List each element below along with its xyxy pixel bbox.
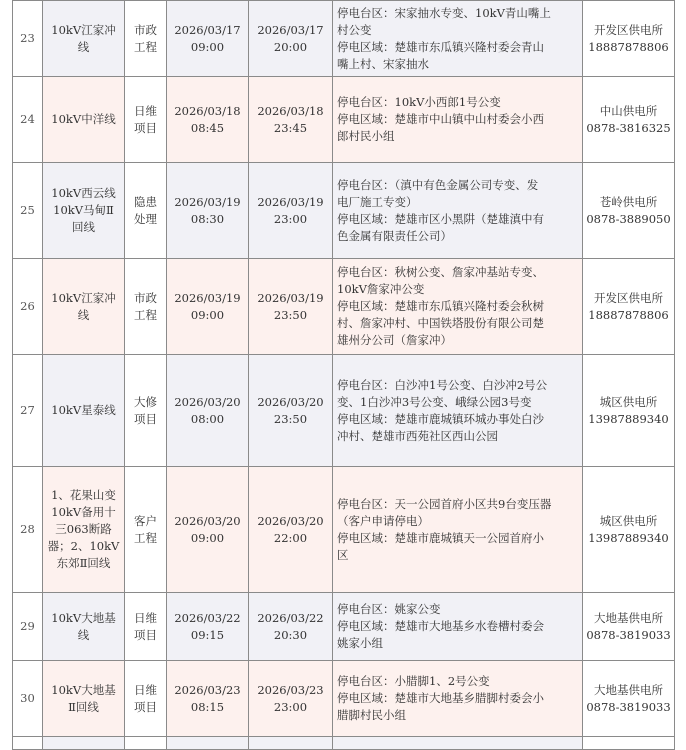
- end-time: [249, 661, 333, 737]
- supply-unit: [583, 1, 675, 77]
- work-type: [125, 259, 167, 355]
- empty-cell: [125, 737, 167, 750]
- work-type: [125, 467, 167, 593]
- line-name-text: 10kV星泰线: [51, 403, 116, 417]
- work-type-text: 工程: [134, 39, 157, 54]
- supply-unit-phone: 0878-3819033: [586, 627, 671, 642]
- supply-unit: [583, 77, 675, 163]
- end-clock-text: 23:00: [273, 211, 308, 226]
- outage-area-text: 停电台区：小腊脚1、2号公变: [337, 674, 490, 688]
- start-date-text: 2026/03/19: [174, 290, 241, 305]
- outage-area: [333, 1, 583, 77]
- outage-area-text: 电厂施工专变）: [337, 194, 418, 209]
- line-name: [43, 259, 125, 355]
- row-number: 28: [13, 467, 43, 593]
- row-number: 29: [13, 593, 43, 661]
- start-time: [167, 593, 249, 661]
- outage-area: [333, 467, 583, 593]
- row-number: 24: [13, 77, 43, 163]
- supply-unit: [583, 163, 675, 259]
- outage-area-text: 冲村、楚雄市西苑社区西山公园: [337, 428, 498, 443]
- work-type-text: 工程: [134, 307, 157, 322]
- line-name: [43, 593, 125, 661]
- end-time: [249, 467, 333, 593]
- supply-unit-phone: 0878-3819033: [586, 699, 671, 714]
- outage-area-text: 变、1白沙冲3号公变、峨绿公园3号变: [337, 394, 532, 409]
- outage-area-text: 停电台区：白沙冲1号公变、白沙冲2号公: [337, 377, 548, 392]
- start-time: [167, 77, 249, 163]
- line-name-text: 器；2、10kV: [47, 539, 120, 553]
- supply-unit-name: 开发区供电所: [594, 290, 663, 305]
- table-row: [13, 1, 675, 77]
- end-time: [249, 163, 333, 259]
- supply-unit-phone: 13987889340: [588, 411, 669, 426]
- row-number: 27: [13, 355, 43, 467]
- work-type: [125, 77, 167, 163]
- end-date-text: 2026/03/17: [257, 22, 324, 37]
- line-name-text: 10kV备用十: [51, 505, 116, 519]
- supply-unit-name: 开发区供电所: [594, 22, 663, 37]
- outage-area-text: 郎村民小组: [337, 129, 395, 143]
- start-time: [167, 163, 249, 259]
- supply-unit: [583, 355, 675, 467]
- outage-area: [333, 593, 583, 661]
- end-time: [249, 1, 333, 77]
- table-row: [13, 661, 675, 737]
- start-clock-text: 09:15: [190, 627, 225, 642]
- start-clock-text: 08:00: [190, 411, 225, 426]
- work-type-text: 项目: [134, 120, 157, 135]
- outage-area-text: 区: [337, 547, 349, 562]
- line-name-text: 10kV马甸Ⅱ: [53, 203, 114, 217]
- work-type-text: 日维: [134, 103, 157, 118]
- line-name: [43, 467, 125, 593]
- end-date-text: 2026/03/20: [257, 394, 324, 409]
- line-name-text: 10kV大地基: [51, 610, 116, 625]
- supply-unit-phone: 0878-3889050: [586, 211, 671, 226]
- start-clock-text: 08:15: [190, 699, 225, 714]
- table-row: [13, 259, 675, 355]
- line-name-text: 回线: [72, 220, 95, 234]
- outage-area-text: 停电台区：宋家抽水专变、10kV青山嘴上: [337, 5, 551, 20]
- work-type-text: 客户: [134, 513, 157, 528]
- work-type-text: 市政: [134, 290, 157, 305]
- empty-cell: [43, 737, 125, 750]
- end-date-text: 2026/03/18: [257, 103, 324, 118]
- table-row: [13, 355, 675, 467]
- supply-unit-name: 大地基供电所: [594, 610, 663, 625]
- end-date-text: 2026/03/23: [257, 682, 324, 697]
- end-time: [249, 259, 333, 355]
- empty-cell: [167, 737, 249, 750]
- outage-area-text: 停电台区：秋树公变、詹家冲基站专变、: [337, 265, 544, 279]
- work-type: [125, 355, 167, 467]
- end-clock-text: 22:00: [273, 530, 308, 545]
- empty-cell: [333, 737, 583, 750]
- start-time: [167, 467, 249, 593]
- line-name-text: 1、花果山变: [51, 488, 116, 502]
- end-clock-text: 20:00: [273, 39, 308, 54]
- start-time: [167, 355, 249, 467]
- outage-area-text: 停电区域：楚雄市东瓜镇兴隆村委会青山: [337, 39, 544, 54]
- end-date-text: 2026/03/22: [257, 610, 324, 625]
- work-type: [125, 661, 167, 737]
- outage-area-text: 停电台区：姚家公变: [337, 602, 441, 616]
- supply-unit-phone: 18887878806: [588, 307, 669, 322]
- line-name-text: 三063断路: [55, 522, 112, 536]
- line-name-text: 10kV西云线: [51, 186, 116, 200]
- line-name: [43, 77, 125, 163]
- row-number: 26: [13, 259, 43, 355]
- end-clock-text: 20:30: [273, 627, 308, 642]
- start-clock-text: 09:00: [190, 307, 225, 322]
- line-name-text: 东郊Ⅱ回线: [56, 556, 111, 570]
- outage-area-text: 雄州分公司（詹家冲）: [337, 333, 452, 347]
- supply-unit-name: 中山供电所: [599, 103, 658, 118]
- row-number: 30: [13, 661, 43, 737]
- line-name: [43, 355, 125, 467]
- line-name-text: 线: [77, 307, 90, 322]
- empty-cell: [583, 737, 675, 750]
- work-type-text: 日维: [134, 682, 157, 697]
- outage-area-text: 10kV詹家冲公变: [337, 282, 425, 296]
- supply-unit-name: 城区供电所: [599, 394, 658, 409]
- supply-unit-phone: 18887878806: [588, 39, 669, 54]
- outage-area-text: 停电台区：10kV小西郎1号公变: [337, 95, 501, 109]
- work-type-text: 项目: [134, 411, 157, 426]
- outage-area-text: 停电区域：楚雄市鹿城镇环城办事处白沙: [337, 411, 544, 426]
- outage-area: [333, 77, 583, 163]
- start-date-text: 2026/03/19: [174, 194, 241, 209]
- supply-unit-name: 城区供电所: [599, 513, 658, 528]
- start-clock-text: 09:00: [190, 39, 225, 54]
- outage-area-text: 色金属有限责任公司）: [337, 228, 452, 243]
- outage-area-text: 停电台区：（滇中有色金属公司专变、发: [337, 177, 539, 192]
- supply-unit-phone: 13987889340: [588, 530, 669, 545]
- line-name: [43, 1, 125, 77]
- outage-area-text: 村、詹家冲村、中国铁塔股份有限公司楚: [337, 316, 544, 330]
- table-row: [13, 77, 675, 163]
- end-clock-text: 23:00: [273, 699, 308, 714]
- start-date-text: 2026/03/20: [174, 513, 241, 528]
- table-row-partial: [13, 737, 675, 750]
- line-name-text: 线: [77, 39, 90, 54]
- end-date-text: 2026/03/19: [257, 290, 324, 305]
- work-type-text: 大修: [134, 394, 157, 409]
- start-time: [167, 661, 249, 737]
- outage-area-text: 停电区域：楚雄市东瓜镇兴隆村委会秋树: [337, 299, 544, 313]
- work-type: [125, 163, 167, 259]
- outage-area: [333, 259, 583, 355]
- end-time: [249, 593, 333, 661]
- line-name-text: Ⅱ回线: [68, 699, 99, 714]
- outage-area-text: 村公变: [337, 22, 372, 37]
- line-name-text: 10kV大地基: [51, 682, 116, 697]
- end-time: [249, 77, 333, 163]
- work-type-text: 市政: [134, 22, 157, 37]
- outage-area-text: 停电区域：楚雄市鹿城镇天一公园首府小: [337, 530, 544, 545]
- start-time: [167, 1, 249, 77]
- line-name: [43, 163, 125, 259]
- row-number: 23: [13, 1, 43, 77]
- end-date-text: 2026/03/20: [257, 513, 324, 528]
- start-time: [167, 259, 249, 355]
- work-type-text: 处理: [134, 211, 157, 226]
- end-time: [249, 355, 333, 467]
- outage-area: [333, 661, 583, 737]
- work-type-text: 日维: [134, 610, 157, 625]
- line-name-text: 10kV江家冲: [51, 290, 116, 305]
- row-number: 25: [13, 163, 43, 259]
- outage-area: [333, 355, 583, 467]
- outage-area: [333, 163, 583, 259]
- table-row: [13, 163, 675, 259]
- work-type-text: 项目: [134, 627, 157, 642]
- outage-area-text: 姚家小组: [337, 636, 383, 650]
- start-date-text: 2026/03/17: [174, 22, 241, 37]
- supply-unit-name: 大地基供电所: [594, 682, 663, 697]
- start-clock-text: 09:00: [190, 530, 225, 545]
- line-name-text: 10kV江家冲: [51, 22, 116, 37]
- work-type-text: 工程: [134, 530, 157, 545]
- outage-area-text: 嘴上村、宋家抽水: [337, 56, 429, 71]
- work-type: [125, 1, 167, 77]
- supply-unit: [583, 593, 675, 661]
- table-row: [13, 593, 675, 661]
- outage-area-text: （客户申请停电）: [337, 513, 429, 528]
- start-clock-text: 08:30: [190, 211, 225, 226]
- outage-schedule-table: [12, 0, 675, 750]
- supply-unit-name: 苍岭供电所: [599, 194, 658, 209]
- supply-unit: [583, 259, 675, 355]
- start-clock-text: 08:45: [190, 120, 225, 135]
- start-date-text: 2026/03/23: [174, 682, 241, 697]
- work-type-text: 项目: [134, 699, 157, 714]
- empty-cell: [13, 737, 43, 750]
- outage-area-text: 停电区域：楚雄市大地基乡腊脚村委会小: [337, 691, 544, 705]
- outage-area-text: 腊脚村民小组: [337, 708, 406, 722]
- start-date-text: 2026/03/22: [174, 610, 241, 625]
- end-date-text: 2026/03/19: [257, 194, 324, 209]
- work-type-text: 隐患: [134, 194, 157, 209]
- start-date-text: 2026/03/20: [174, 394, 241, 409]
- work-type: [125, 593, 167, 661]
- start-date-text: 2026/03/18: [174, 103, 241, 118]
- line-name-text: 线: [77, 627, 90, 642]
- line-name: [43, 661, 125, 737]
- end-clock-text: 23:50: [273, 307, 308, 322]
- outage-area-text: 停电区域：楚雄市大地基乡水卷槽村委会: [337, 619, 544, 633]
- line-name-text: 10kV中洋线: [51, 112, 116, 126]
- supply-unit-phone: 0878-3816325: [586, 120, 671, 135]
- table-body: [13, 1, 675, 750]
- empty-cell: [249, 737, 333, 750]
- outage-area-text: 停电区域：楚雄市区小黑阱（楚雄滇中有: [337, 211, 544, 226]
- outage-area-text: 停电区域：楚雄市中山镇中山村委会小西: [337, 112, 544, 126]
- end-clock-text: 23:50: [273, 411, 308, 426]
- supply-unit: [583, 467, 675, 593]
- supply-unit: [583, 661, 675, 737]
- outage-area-text: 停电台区：天一公园首府小区共9台变压器: [337, 496, 552, 511]
- table-row: [13, 467, 675, 593]
- end-clock-text: 23:45: [273, 120, 308, 135]
